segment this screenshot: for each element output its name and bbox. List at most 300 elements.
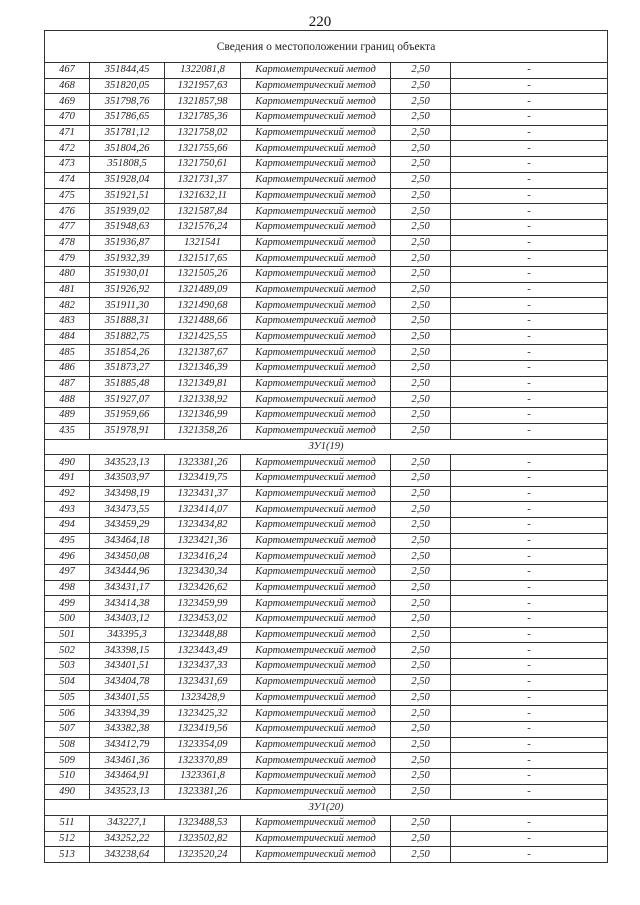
method-cell: Картометрический метод [241, 110, 391, 126]
accuracy-cell: 2,50 [391, 690, 451, 706]
x-coordinate-cell: 343503,97 [90, 470, 165, 486]
point-number-cell: 469 [45, 94, 90, 110]
table-row [45, 455, 608, 471]
x-coordinate-cell: 351978,91 [90, 423, 165, 439]
point-number-cell: 489 [45, 408, 90, 424]
x-coordinate-cell: 343227,1 [90, 816, 165, 832]
point-number-cell: 488 [45, 392, 90, 408]
table-row [45, 376, 608, 392]
point-number-cell: 511 [45, 816, 90, 832]
accuracy-cell: 2,50 [391, 816, 451, 832]
accuracy-cell: 2,50 [391, 565, 451, 581]
y-coordinate-cell: 1323421,36 [165, 533, 241, 549]
table-row [45, 517, 608, 533]
point-number-cell: 491 [45, 470, 90, 486]
point-number-cell: 512 [45, 831, 90, 847]
method-cell: Картометрический метод [241, 361, 391, 377]
table-row [45, 847, 608, 863]
y-coordinate-cell: 1321489,09 [165, 282, 241, 298]
y-coordinate-cell: 1323434,82 [165, 517, 241, 533]
y-coordinate-cell: 1323453,02 [165, 612, 241, 628]
description-cell: - [451, 596, 608, 612]
accuracy-cell: 2,50 [391, 486, 451, 502]
section-label: ЗУ1(20) [45, 800, 608, 816]
table-row [45, 329, 608, 345]
method-cell: Картометрический метод [241, 690, 391, 706]
description-cell: - [451, 361, 608, 377]
accuracy-cell: 2,50 [391, 580, 451, 596]
accuracy-cell: 2,50 [391, 455, 451, 471]
method-cell: Картометрический метод [241, 784, 391, 800]
y-coordinate-cell: 1323419,75 [165, 470, 241, 486]
description-cell: - [451, 533, 608, 549]
y-coordinate-cell: 1321387,67 [165, 345, 241, 361]
method-cell: Картометрический метод [241, 831, 391, 847]
y-coordinate-cell: 1321490,68 [165, 298, 241, 314]
description-cell: - [451, 721, 608, 737]
point-number-cell: 478 [45, 235, 90, 251]
method-cell: Картометрический метод [241, 125, 391, 141]
y-coordinate-cell: 1323381,26 [165, 455, 241, 471]
x-coordinate-cell: 343450,08 [90, 549, 165, 565]
table-row [45, 674, 608, 690]
description-cell: - [451, 690, 608, 706]
point-number-cell: 503 [45, 659, 90, 675]
table-title: Сведения о местоположении границ объекта [45, 31, 608, 63]
x-coordinate-cell: 343459,29 [90, 517, 165, 533]
description-cell: - [451, 392, 608, 408]
point-number-cell: 479 [45, 251, 90, 267]
description-cell: - [451, 580, 608, 596]
method-cell: Картометрический метод [241, 376, 391, 392]
description-cell: - [451, 502, 608, 518]
x-coordinate-cell: 351854,26 [90, 345, 165, 361]
point-number-cell: 486 [45, 361, 90, 377]
description-cell: - [451, 816, 608, 832]
y-coordinate-cell: 1321346,99 [165, 408, 241, 424]
description-cell: - [451, 627, 608, 643]
point-number-cell: 482 [45, 298, 90, 314]
point-number-cell: 505 [45, 690, 90, 706]
x-coordinate-cell: 343473,55 [90, 502, 165, 518]
x-coordinate-cell: 351873,27 [90, 361, 165, 377]
accuracy-cell: 2,50 [391, 219, 451, 235]
description-cell: - [451, 235, 608, 251]
table-row [45, 768, 608, 784]
y-coordinate-cell: 1323502,82 [165, 831, 241, 847]
x-coordinate-cell: 351798,76 [90, 94, 165, 110]
table-row [45, 784, 608, 800]
section-header-row [45, 439, 608, 455]
accuracy-cell: 2,50 [391, 110, 451, 126]
accuracy-cell: 2,50 [391, 831, 451, 847]
y-coordinate-cell: 1323361,8 [165, 768, 241, 784]
table-row [45, 643, 608, 659]
method-cell: Картометрический метод [241, 423, 391, 439]
table-row [45, 172, 608, 188]
method-cell: Картометрический метод [241, 565, 391, 581]
accuracy-cell: 2,50 [391, 612, 451, 628]
table-row [45, 737, 608, 753]
accuracy-cell: 2,50 [391, 408, 451, 424]
point-number-cell: 513 [45, 847, 90, 863]
point-number-cell: 467 [45, 63, 90, 79]
table-row [45, 78, 608, 94]
y-coordinate-cell: 1321587,84 [165, 204, 241, 220]
description-cell: - [451, 94, 608, 110]
y-coordinate-cell: 1321425,55 [165, 329, 241, 345]
point-number-cell: 483 [45, 314, 90, 330]
y-coordinate-cell: 1321758,02 [165, 125, 241, 141]
x-coordinate-cell: 343464,18 [90, 533, 165, 549]
x-coordinate-cell: 343238,64 [90, 847, 165, 863]
table-row [45, 721, 608, 737]
accuracy-cell: 2,50 [391, 392, 451, 408]
x-coordinate-cell: 351936,87 [90, 235, 165, 251]
description-cell: - [451, 486, 608, 502]
x-coordinate-cell: 343401,55 [90, 690, 165, 706]
x-coordinate-cell: 351911,30 [90, 298, 165, 314]
point-number-cell: 509 [45, 753, 90, 769]
point-number-cell: 494 [45, 517, 90, 533]
description-cell: - [451, 674, 608, 690]
y-coordinate-cell: 1321358,26 [165, 423, 241, 439]
y-coordinate-cell: 1323414,07 [165, 502, 241, 518]
x-coordinate-cell: 343444,96 [90, 565, 165, 581]
point-number-cell: 502 [45, 643, 90, 659]
method-cell: Картометрический метод [241, 455, 391, 471]
point-number-cell: 485 [45, 345, 90, 361]
y-coordinate-cell: 1321785,36 [165, 110, 241, 126]
method-cell: Картометрический метод [241, 266, 391, 282]
point-number-cell: 507 [45, 721, 90, 737]
description-cell: - [451, 63, 608, 79]
x-coordinate-cell: 343431,17 [90, 580, 165, 596]
y-coordinate-cell: 1323416,24 [165, 549, 241, 565]
description-cell: - [451, 612, 608, 628]
x-coordinate-cell: 351844,45 [90, 63, 165, 79]
x-coordinate-cell: 351808,5 [90, 157, 165, 173]
x-coordinate-cell: 343403,12 [90, 612, 165, 628]
accuracy-cell: 2,50 [391, 172, 451, 188]
accuracy-cell: 2,50 [391, 361, 451, 377]
description-cell: - [451, 831, 608, 847]
table-row [45, 314, 608, 330]
x-coordinate-cell: 343498,19 [90, 486, 165, 502]
description-cell: - [451, 188, 608, 204]
table-row [45, 125, 608, 141]
table-row [45, 361, 608, 377]
method-cell: Картометрический метод [241, 674, 391, 690]
accuracy-cell: 2,50 [391, 502, 451, 518]
table-row [45, 580, 608, 596]
y-coordinate-cell: 1321505,26 [165, 266, 241, 282]
point-number-cell: 499 [45, 596, 90, 612]
table-row [45, 345, 608, 361]
accuracy-cell: 2,50 [391, 188, 451, 204]
table-row [45, 408, 608, 424]
table-row [45, 470, 608, 486]
accuracy-cell: 2,50 [391, 659, 451, 675]
point-number-cell: 476 [45, 204, 90, 220]
y-coordinate-cell: 1321731,37 [165, 172, 241, 188]
y-coordinate-cell: 1321957,63 [165, 78, 241, 94]
point-number-cell: 435 [45, 423, 90, 439]
table-row [45, 533, 608, 549]
accuracy-cell: 2,50 [391, 376, 451, 392]
section-label: ЗУ1(19) [45, 439, 608, 455]
accuracy-cell: 2,50 [391, 753, 451, 769]
table-row [45, 816, 608, 832]
point-number-cell: 510 [45, 768, 90, 784]
method-cell: Картометрический метод [241, 706, 391, 722]
table-row [45, 157, 608, 173]
x-coordinate-cell: 343523,13 [90, 455, 165, 471]
accuracy-cell: 2,50 [391, 298, 451, 314]
description-cell: - [451, 157, 608, 173]
point-number-cell: 504 [45, 674, 90, 690]
method-cell: Картометрический метод [241, 753, 391, 769]
x-coordinate-cell: 343461,36 [90, 753, 165, 769]
method-cell: Картометрический метод [241, 235, 391, 251]
method-cell: Картометрический метод [241, 314, 391, 330]
x-coordinate-cell: 343464,91 [90, 768, 165, 784]
description-cell: - [451, 706, 608, 722]
accuracy-cell: 2,50 [391, 517, 451, 533]
accuracy-cell: 2,50 [391, 847, 451, 863]
method-cell: Картометрический метод [241, 847, 391, 863]
table-row [45, 612, 608, 628]
x-coordinate-cell: 351948,63 [90, 219, 165, 235]
description-cell: - [451, 376, 608, 392]
table-row [45, 298, 608, 314]
table-row [45, 188, 608, 204]
method-cell: Картометрический метод [241, 188, 391, 204]
description-cell: - [451, 768, 608, 784]
x-coordinate-cell: 343412,79 [90, 737, 165, 753]
table-row [45, 423, 608, 439]
accuracy-cell: 2,50 [391, 63, 451, 79]
point-number-cell: 493 [45, 502, 90, 518]
method-cell: Картометрический метод [241, 737, 391, 753]
method-cell: Картометрический метод [241, 470, 391, 486]
accuracy-cell: 2,50 [391, 94, 451, 110]
method-cell: Картометрический метод [241, 392, 391, 408]
point-number-cell: 473 [45, 157, 90, 173]
table-row [45, 94, 608, 110]
table-row [45, 486, 608, 502]
y-coordinate-cell: 1321750,61 [165, 157, 241, 173]
accuracy-cell: 2,50 [391, 78, 451, 94]
table-row [45, 753, 608, 769]
description-cell: - [451, 266, 608, 282]
method-cell: Картометрический метод [241, 580, 391, 596]
page-number: 220 [308, 14, 332, 30]
x-coordinate-cell: 351804,26 [90, 141, 165, 157]
description-cell: - [451, 204, 608, 220]
method-cell: Картометрический метод [241, 721, 391, 737]
accuracy-cell: 2,50 [391, 329, 451, 345]
method-cell: Картометрический метод [241, 94, 391, 110]
description-cell: - [451, 141, 608, 157]
method-cell: Картометрический метод [241, 219, 391, 235]
description-cell: - [451, 517, 608, 533]
point-number-cell: 508 [45, 737, 90, 753]
table-row [45, 706, 608, 722]
method-cell: Картометрический метод [241, 141, 391, 157]
accuracy-cell: 2,50 [391, 533, 451, 549]
accuracy-cell: 2,50 [391, 627, 451, 643]
description-cell: - [451, 219, 608, 235]
description-cell: - [451, 549, 608, 565]
y-coordinate-cell: 1323520,24 [165, 847, 241, 863]
point-number-cell: 472 [45, 141, 90, 157]
point-number-cell: 497 [45, 565, 90, 581]
accuracy-cell: 2,50 [391, 737, 451, 753]
accuracy-cell: 2,50 [391, 204, 451, 220]
accuracy-cell: 2,50 [391, 596, 451, 612]
y-coordinate-cell: 1322081,8 [165, 63, 241, 79]
table-row [45, 549, 608, 565]
point-number-cell: 496 [45, 549, 90, 565]
x-coordinate-cell: 351939,02 [90, 204, 165, 220]
y-coordinate-cell: 1321632,11 [165, 188, 241, 204]
method-cell: Картометрический метод [241, 659, 391, 675]
point-number-cell: 498 [45, 580, 90, 596]
method-cell: Картометрический метод [241, 768, 391, 784]
description-cell: - [451, 314, 608, 330]
table-row [45, 219, 608, 235]
method-cell: Картометрический метод [241, 612, 391, 628]
method-cell: Картометрический метод [241, 329, 391, 345]
point-number-cell: 470 [45, 110, 90, 126]
x-coordinate-cell: 351781,12 [90, 125, 165, 141]
y-coordinate-cell: 1323419,56 [165, 721, 241, 737]
method-cell: Картометрический метод [241, 486, 391, 502]
y-coordinate-cell: 1323459,99 [165, 596, 241, 612]
y-coordinate-cell: 1323443,49 [165, 643, 241, 659]
accuracy-cell: 2,50 [391, 549, 451, 565]
y-coordinate-cell: 1323437,33 [165, 659, 241, 675]
accuracy-cell: 2,50 [391, 674, 451, 690]
y-coordinate-cell: 1323381,26 [165, 784, 241, 800]
section-header-row [45, 800, 608, 816]
description-cell: - [451, 753, 608, 769]
method-cell: Картометрический метод [241, 345, 391, 361]
description-cell: - [451, 345, 608, 361]
point-number-cell: 495 [45, 533, 90, 549]
description-cell: - [451, 455, 608, 471]
y-coordinate-cell: 1323425,32 [165, 706, 241, 722]
method-cell: Картометрический метод [241, 517, 391, 533]
y-coordinate-cell: 1323431,69 [165, 674, 241, 690]
point-number-cell: 475 [45, 188, 90, 204]
accuracy-cell: 2,50 [391, 721, 451, 737]
y-coordinate-cell: 1321857,98 [165, 94, 241, 110]
table-row [45, 266, 608, 282]
table-row [45, 251, 608, 267]
accuracy-cell: 2,50 [391, 784, 451, 800]
table-row [45, 110, 608, 126]
method-cell: Картометрический метод [241, 78, 391, 94]
x-coordinate-cell: 343252,22 [90, 831, 165, 847]
method-cell: Картометрический метод [241, 627, 391, 643]
x-coordinate-cell: 351921,51 [90, 188, 165, 204]
description-cell: - [451, 408, 608, 424]
description-cell: - [451, 643, 608, 659]
accuracy-cell: 2,50 [391, 282, 451, 298]
y-coordinate-cell: 1323431,37 [165, 486, 241, 502]
accuracy-cell: 2,50 [391, 125, 451, 141]
description-cell: - [451, 125, 608, 141]
x-coordinate-cell: 351932,39 [90, 251, 165, 267]
method-cell: Картометрический метод [241, 502, 391, 518]
method-cell: Картометрический метод [241, 251, 391, 267]
table-title-row [45, 31, 608, 63]
y-coordinate-cell: 1321541 [165, 235, 241, 251]
y-coordinate-cell: 1323430,34 [165, 565, 241, 581]
point-number-cell: 480 [45, 266, 90, 282]
x-coordinate-cell: 351930,01 [90, 266, 165, 282]
point-number-cell: 506 [45, 706, 90, 722]
table-row [45, 63, 608, 79]
point-number-cell: 471 [45, 125, 90, 141]
x-coordinate-cell: 343394,39 [90, 706, 165, 722]
y-coordinate-cell: 1321755,66 [165, 141, 241, 157]
description-cell: - [451, 847, 608, 863]
method-cell: Картометрический метод [241, 533, 391, 549]
description-cell: - [451, 659, 608, 675]
description-cell: - [451, 172, 608, 188]
point-number-cell: 484 [45, 329, 90, 345]
description-cell: - [451, 784, 608, 800]
table-row [45, 565, 608, 581]
y-coordinate-cell: 1321576,24 [165, 219, 241, 235]
y-coordinate-cell: 1323428,9 [165, 690, 241, 706]
point-number-cell: 477 [45, 219, 90, 235]
table-row [45, 392, 608, 408]
accuracy-cell: 2,50 [391, 706, 451, 722]
method-cell: Картометрический метод [241, 596, 391, 612]
x-coordinate-cell: 343382,38 [90, 721, 165, 737]
method-cell: Картометрический метод [241, 157, 391, 173]
x-coordinate-cell: 351926,92 [90, 282, 165, 298]
boundary-coordinates-table [44, 30, 608, 863]
point-number-cell: 501 [45, 627, 90, 643]
point-number-cell: 468 [45, 78, 90, 94]
y-coordinate-cell: 1321346,39 [165, 361, 241, 377]
accuracy-cell: 2,50 [391, 314, 451, 330]
accuracy-cell: 2,50 [391, 266, 451, 282]
x-coordinate-cell: 351786,65 [90, 110, 165, 126]
x-coordinate-cell: 351959,66 [90, 408, 165, 424]
description-cell: - [451, 78, 608, 94]
x-coordinate-cell: 351888,31 [90, 314, 165, 330]
table-row [45, 627, 608, 643]
table-row [45, 141, 608, 157]
x-coordinate-cell: 343414,38 [90, 596, 165, 612]
method-cell: Картометрический метод [241, 408, 391, 424]
method-cell: Картометрический метод [241, 643, 391, 659]
point-number-cell: 490 [45, 455, 90, 471]
accuracy-cell: 2,50 [391, 768, 451, 784]
x-coordinate-cell: 343523,13 [90, 784, 165, 800]
table-row [45, 831, 608, 847]
accuracy-cell: 2,50 [391, 251, 451, 267]
accuracy-cell: 2,50 [391, 423, 451, 439]
description-cell: - [451, 565, 608, 581]
x-coordinate-cell: 351882,75 [90, 329, 165, 345]
